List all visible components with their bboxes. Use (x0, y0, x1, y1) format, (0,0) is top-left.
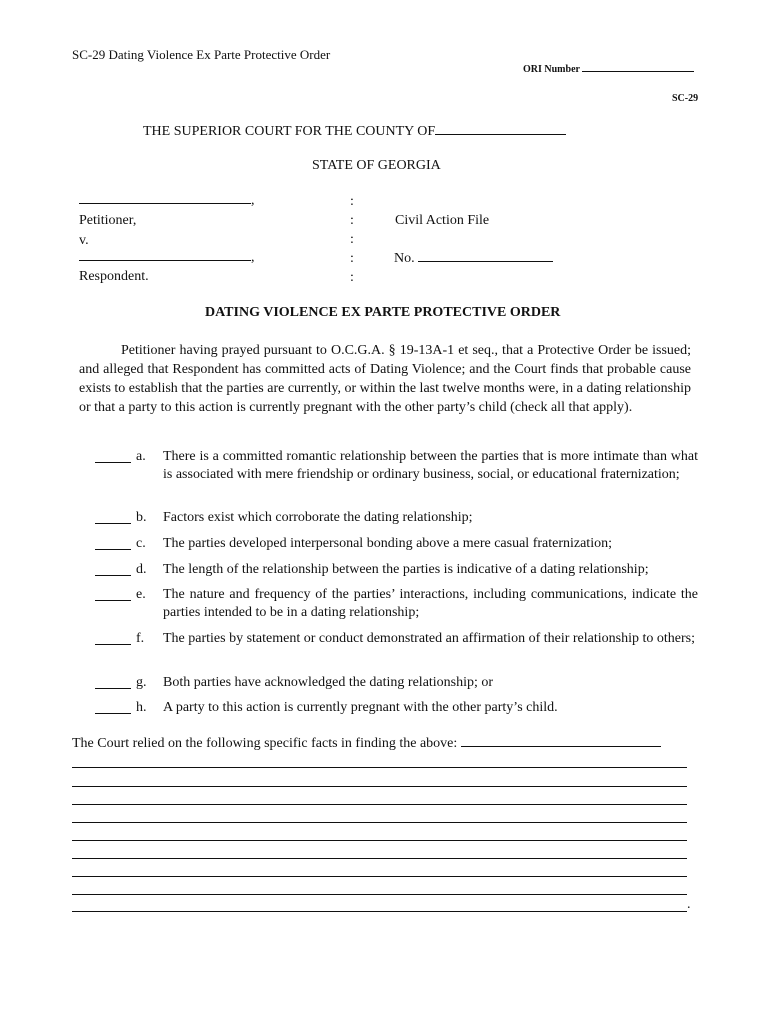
check-item-g (95, 674, 698, 692)
item-letter: f. (136, 631, 145, 646)
item-text: Factors exist which corroborate the dating relationship; (163, 510, 473, 525)
checkbox-blank[interactable] (95, 674, 131, 689)
petitioner-name-line (79, 193, 255, 209)
facts-prompt (72, 736, 661, 752)
item-text: The parties developed interpersonal bonding above a mere casual fraternization; (163, 536, 612, 551)
facts-line[interactable] (72, 911, 687, 912)
check-item-b (95, 509, 698, 527)
checkbox-blank[interactable] (95, 509, 131, 524)
check-item-a (95, 448, 698, 502)
item-text: The parties by statement or conduct demonstrated an affirmation of their relationship to others; (163, 631, 695, 646)
form-title: SC-29 Dating Violence Ex Parte Protective Order (72, 47, 331, 62)
petitioner-label: Petitioner, (79, 213, 137, 228)
caption-colon: : (350, 270, 354, 285)
state-heading: STATE OF GEORGIA (312, 158, 441, 173)
facts-line[interactable] (72, 804, 687, 805)
facts-line[interactable] (72, 894, 687, 895)
facts-line[interactable] (72, 786, 687, 787)
item-letter: h. (136, 700, 147, 715)
facts-end-period: . (687, 897, 691, 912)
court-name: THE SUPERIOR COURT FOR THE COUNTY OF (143, 124, 436, 139)
checkbox-blank[interactable] (95, 448, 131, 463)
facts-line[interactable] (72, 822, 687, 823)
facts-line[interactable] (72, 767, 687, 768)
item-letter: g. (136, 675, 147, 690)
checkbox-blank[interactable] (95, 535, 131, 550)
check-item-d (95, 561, 698, 579)
facts-line[interactable] (72, 876, 687, 877)
checkbox-blank[interactable] (95, 630, 131, 645)
versus-label: v. (79, 233, 89, 248)
court-heading (143, 124, 566, 140)
ori-label-text: ORI Number (523, 64, 580, 75)
case-number-label: No. (394, 251, 415, 266)
case-number-field[interactable] (418, 261, 553, 262)
case-number-line (394, 251, 553, 267)
ori-number-field[interactable] (582, 71, 694, 72)
respondent-label: Respondent. (79, 269, 149, 284)
item-text: A party to this action is currently pregnant with the other party’s child. (163, 700, 558, 715)
checkbox-blank[interactable] (95, 586, 131, 601)
item-text: The nature and frequency of the parties’ interactions, including communications, indicate the parties intended to be in a dating relationship; (163, 587, 698, 620)
respondent-name-line (79, 250, 255, 266)
comma: , (251, 250, 255, 265)
facts-line[interactable] (72, 840, 687, 841)
item-letter: e. (136, 587, 146, 602)
facts-label: The Court relied on the following specific facts in finding the above: (72, 736, 458, 751)
check-item-f (95, 630, 698, 666)
order-title: DATING VIOLENCE EX PARTE PROTECTIVE ORDER (205, 305, 561, 320)
form-code: SC-29 (672, 93, 699, 104)
item-letter: a. (136, 449, 146, 464)
caption-colon: : (350, 251, 354, 266)
ori-number-label (523, 64, 694, 75)
item-text: Both parties have acknowledged the dating relationship; or (163, 675, 494, 690)
civil-action-label: Civil Action File (395, 213, 490, 228)
intro-paragraph: Petitioner having prayed pursuant to O.C.G.A. § 19-13A-1 et seq., that a Protective Order be issued; and alleged that Respondent has committed acts of Dating Violence; and the Court finds that probable cause exists to establish that the parties are currently, or within the last twelve months were, in a dating relationship or that a party to this action is currently pregnant with the other party’s child (check all that apply). (79, 343, 691, 415)
item-text: The length of the relationship between the parties is indicative of a dating relationship; (163, 562, 649, 577)
check-item-h (95, 699, 698, 717)
item-text: There is a committed romantic relationship between the parties that is more intimate than what is associated with mere friendship or ordinary business, social, or educational fraternization; (163, 449, 698, 482)
item-letter: c. (136, 536, 146, 551)
checkbox-blank[interactable] (95, 699, 131, 714)
facts-line[interactable] (72, 858, 687, 859)
checkbox-blank[interactable] (95, 561, 131, 576)
comma: , (251, 193, 255, 208)
county-field[interactable] (435, 134, 566, 135)
caption-colon: : (350, 213, 354, 228)
item-letter: b. (136, 510, 147, 525)
respondent-name-field[interactable] (79, 260, 251, 261)
facts-field-first-line[interactable] (461, 746, 661, 747)
check-item-e (95, 586, 698, 622)
item-letter: d. (136, 562, 147, 577)
caption-colon: : (350, 232, 354, 247)
caption-colon: : (350, 194, 354, 209)
check-item-c (95, 535, 698, 553)
petitioner-name-field[interactable] (79, 203, 251, 204)
